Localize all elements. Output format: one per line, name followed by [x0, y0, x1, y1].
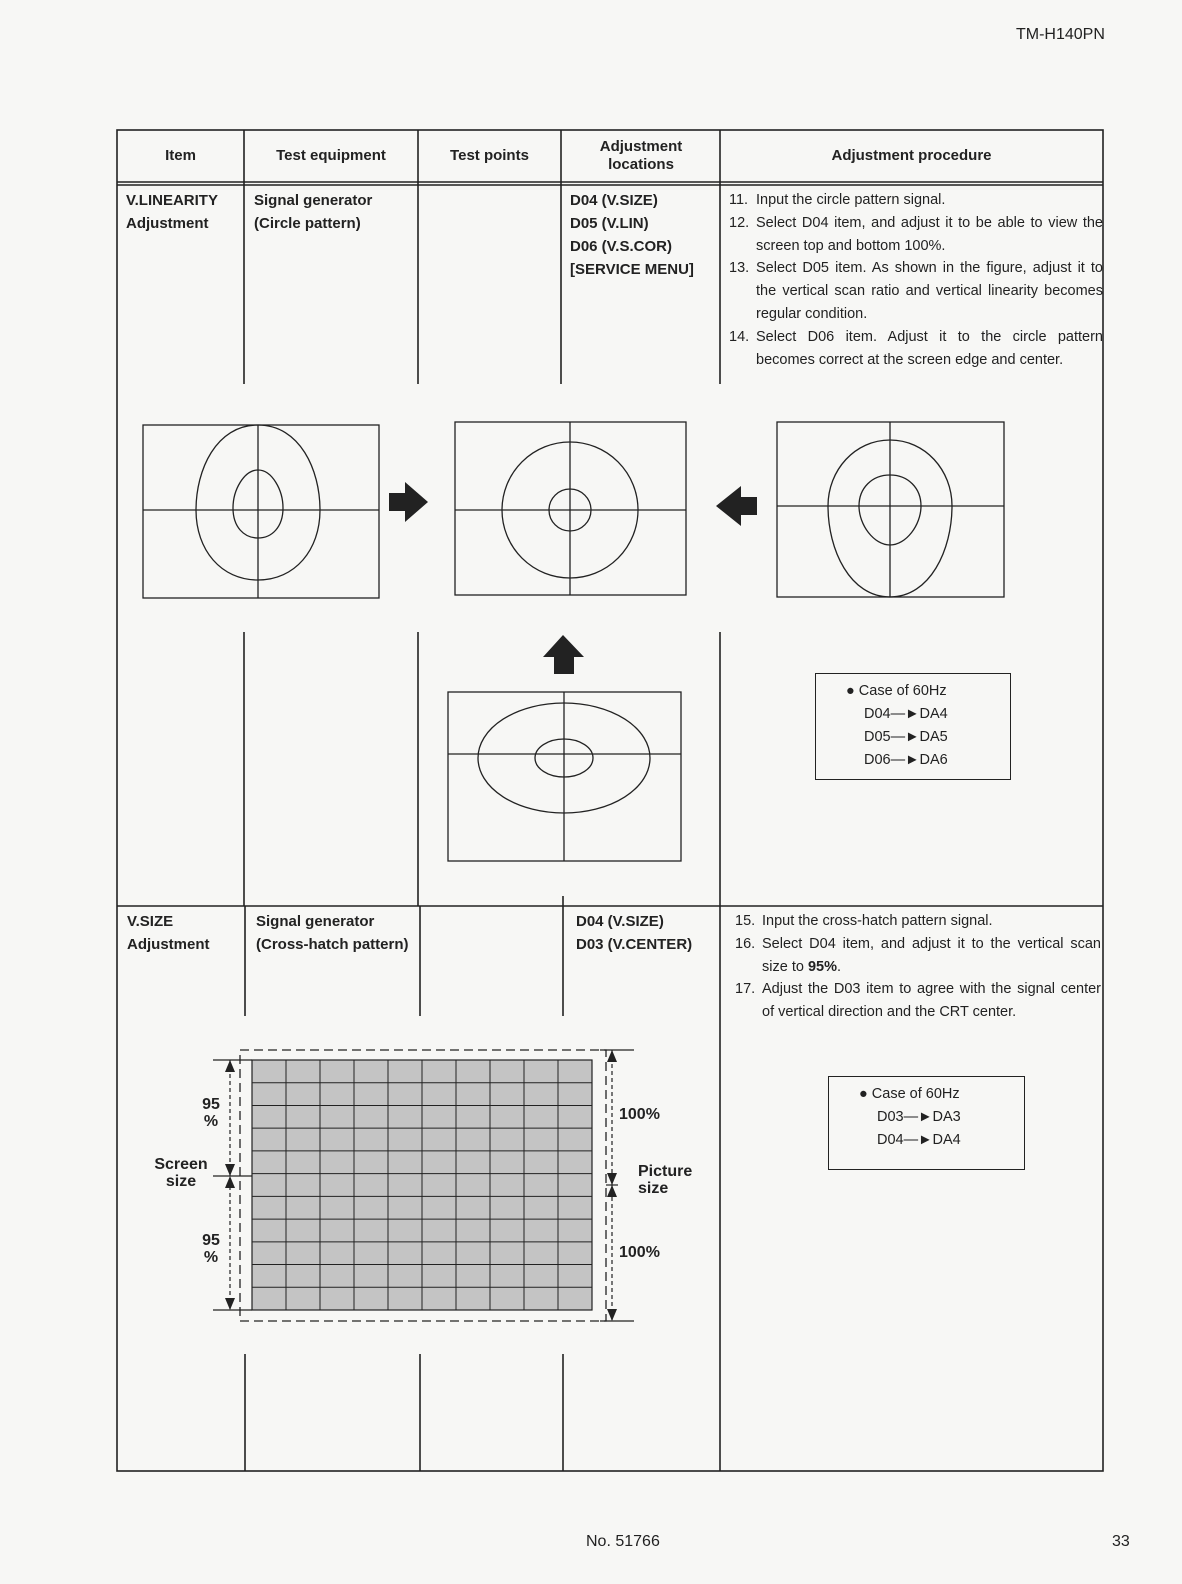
bullet-icon: ● — [859, 1086, 868, 1102]
arrow-right-icon: —► — [890, 729, 920, 745]
arrow-right-icon: —► — [890, 706, 920, 722]
header-test-equipment: Test equipment — [276, 147, 386, 164]
hatch-grid — [252, 1060, 592, 1310]
arrow-down-icon — [225, 1298, 235, 1310]
pct-100-top-label: 100% — [619, 1106, 660, 1123]
header-adjustment-procedure: Adjustment procedure — [831, 147, 992, 164]
arrow-down-icon — [607, 1309, 617, 1321]
arrow-up-icon — [607, 1185, 617, 1197]
procedure-step: 15. Input the cross-hatch pattern signal. — [735, 913, 993, 929]
arrow-up-icon — [225, 1060, 235, 1072]
s1-equipment: Signal generator (Circle pattern) — [254, 192, 373, 232]
case-box-60hz: ● Case of 60Hz D04—►DA4 D05—►DA5 D06—►DA6 — [815, 673, 1011, 780]
screen-size-label: Screen size — [154, 1156, 208, 1190]
arrow-down-icon — [607, 1173, 617, 1185]
header-adjustment-locations: Adjustment locations — [599, 138, 683, 173]
header-test-points: Test points — [450, 147, 529, 164]
procedure-step: 11. Input the circle pattern signal. — [729, 192, 946, 208]
bullet-icon: ● — [846, 683, 855, 699]
s2-item: V.SIZE Adjustment — [127, 913, 210, 953]
arrow-up-icon — [607, 1050, 617, 1062]
arrow-right-icon: —► — [903, 1132, 933, 1148]
document-number: No. 51766 — [586, 1533, 660, 1550]
pct-100-bottom-label: 100% — [619, 1244, 660, 1261]
procedure-step: 16. Select D04 item, and adjust it to the vertical scan size to 95%. — [735, 935, 1101, 975]
s2-locations: D04 (V.SIZE) D03 (V.CENTER) — [576, 913, 693, 953]
model-number: TM-H140PN — [1016, 26, 1105, 43]
procedure-step: 12. Select D04 item, and adjust it to be able to view the screen top and bottom 100%. — [729, 214, 1103, 254]
procedure-step: 13. Select D05 item. As shown in the figure, adjust it to the vertical scan ratio and vertical linearity becomes regular condition. — [729, 260, 1103, 322]
s1-locations: D04 (V.SIZE) D05 (V.LIN) D06 (V.S.COR) [SERVICE MENU] — [570, 192, 694, 278]
procedure-step: 14. Select D06 item. Adjust it to the circle pattern becomes correct at the screen edge and center. — [729, 328, 1103, 368]
procedure-step: 17. Adjust the D03 item to agree with the signal center of vertical direction and the CRT center. — [735, 981, 1101, 1021]
picture-size-label: Picture size — [638, 1163, 693, 1197]
arrow-right-icon: —► — [903, 1109, 933, 1125]
pct-95-top-label: 95 % — [202, 1096, 220, 1130]
arrow-up-icon — [225, 1176, 235, 1188]
pct-95-bottom-label: 95 % — [202, 1232, 220, 1266]
header-item: Item — [165, 147, 196, 164]
page-number: 33 — [1112, 1533, 1130, 1550]
case-box-60hz: ● Case of 60Hz D03—►DA3 D04—►DA4 — [828, 1076, 1025, 1170]
arrow-down-icon — [225, 1164, 235, 1176]
arrow-right-icon: —► — [890, 752, 920, 768]
s2-equipment: Signal generator (Cross-hatch pattern) — [256, 913, 409, 953]
s1-item: V.LINEARITY Adjustment — [126, 192, 218, 232]
